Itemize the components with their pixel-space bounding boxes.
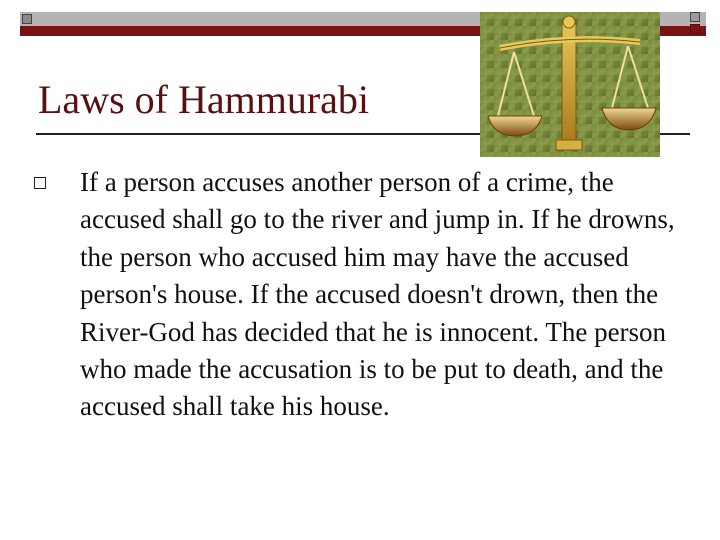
header-square-left bbox=[22, 14, 32, 24]
bullet-text: If a person accuses another person of a crime, the accused shall go to the river and jump in. If he drowns, the person who accused him may have the accused person's house. If the accused doesn't drown, then the River-God has decided that he is innocent. The person who made the accusation is to be put to death, and the accused shall take his house. bbox=[80, 167, 675, 422]
slide-title: Laws of Hammurabi bbox=[38, 77, 370, 122]
header-square-right-top bbox=[690, 12, 700, 22]
bullet-icon bbox=[34, 177, 46, 189]
scales-of-justice-icon bbox=[480, 12, 660, 157]
header-square-right-bottom bbox=[690, 24, 700, 34]
